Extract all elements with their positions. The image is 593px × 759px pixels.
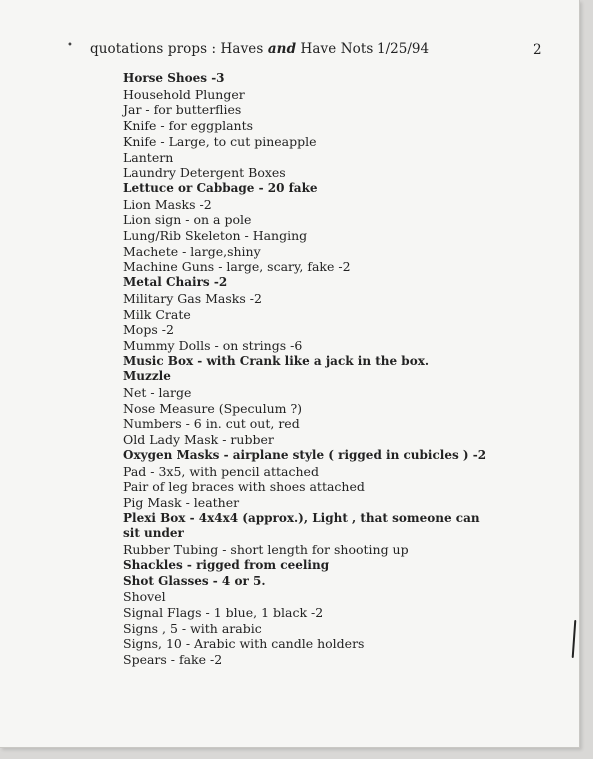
props-list <box>123 71 503 668</box>
list-item: Mops -2 <box>123 322 174 338</box>
list-item: Muzzle <box>123 369 171 384</box>
pen-mark <box>572 620 577 658</box>
list-item: Shovel <box>123 589 166 605</box>
list-item: Numbers - 6 in. cut out, red <box>123 416 300 432</box>
list-item: Oxygen Masks - airplane style ( rigged in cubicles ) -2 <box>123 447 487 462</box>
list-item: Horse Shoes -3 <box>123 71 225 85</box>
list-item: Shackles - rigged from ceeling <box>123 557 330 572</box>
header-title-start: quotations props : Haves <box>90 41 268 57</box>
list-item: Music Box - with Crank like a jack in the box. <box>123 353 430 368</box>
list-item: Old Lady Mask - rubber <box>123 432 274 448</box>
list-item: Shot Glasses - 4 or 5. <box>123 573 266 588</box>
page-number: 2 <box>533 42 542 58</box>
header-date: 1/25/94 <box>377 41 430 57</box>
list-item: Household Plunger <box>123 86 245 102</box>
list-item: Milk Crate <box>123 306 191 322</box>
list-item: Machine Guns - large, scary, fake -2 <box>123 259 351 275</box>
list-item: Laundry Detergent Boxes <box>123 165 286 181</box>
list-item: Knife - for eggplants <box>123 118 254 134</box>
page-header-title <box>90 41 373 57</box>
list-item: Rubber Tubing - short length for shooting up <box>123 542 409 558</box>
list-item: Lettuce or Cabbage - 20 fake <box>123 180 318 195</box>
list-item: Jar - for butterflies <box>123 102 242 118</box>
list-item: Metal Chairs -2 <box>123 275 228 290</box>
header-title-end: Have Nots <box>296 41 374 57</box>
header-bullet: • <box>67 40 73 51</box>
list-item: Lantern <box>123 149 174 165</box>
header-title-and: and <box>267 41 297 57</box>
list-item: Signs, 10 - Arabic with candle holders <box>123 636 365 652</box>
list-item: Pig Mask - leather <box>123 494 240 510</box>
list-item: Machete - large,shiny <box>123 243 261 259</box>
list-item: Net - large <box>123 385 192 401</box>
list-item: Military Gas Masks -2 <box>123 290 262 306</box>
list-item: Spears - fake -2 <box>123 652 223 668</box>
list-item: Mummy Dolls - on strings -6 <box>123 337 303 353</box>
list-item: Signs , 5 - with arabic <box>123 620 262 636</box>
list-item: Lion Masks -2 <box>123 196 212 212</box>
list-item: Pad - 3x5, with pencil attached <box>123 463 319 479</box>
list-item: Plexi Box - 4x4x4 (approx.), Light , that someone can sit under <box>123 510 480 541</box>
list-item: Pair of leg braces with shoes attached <box>123 479 365 495</box>
list-item: Lion sign - on a pole <box>123 212 252 228</box>
list-item: Nose Measure (Speculum ?) <box>123 400 303 416</box>
list-item: Signal Flags - 1 blue, 1 black -2 <box>123 604 324 620</box>
list-item: Knife - Large, to cut pineapple <box>123 133 317 149</box>
list-item: Lung/Rib Skeleton - Hanging <box>123 228 308 244</box>
